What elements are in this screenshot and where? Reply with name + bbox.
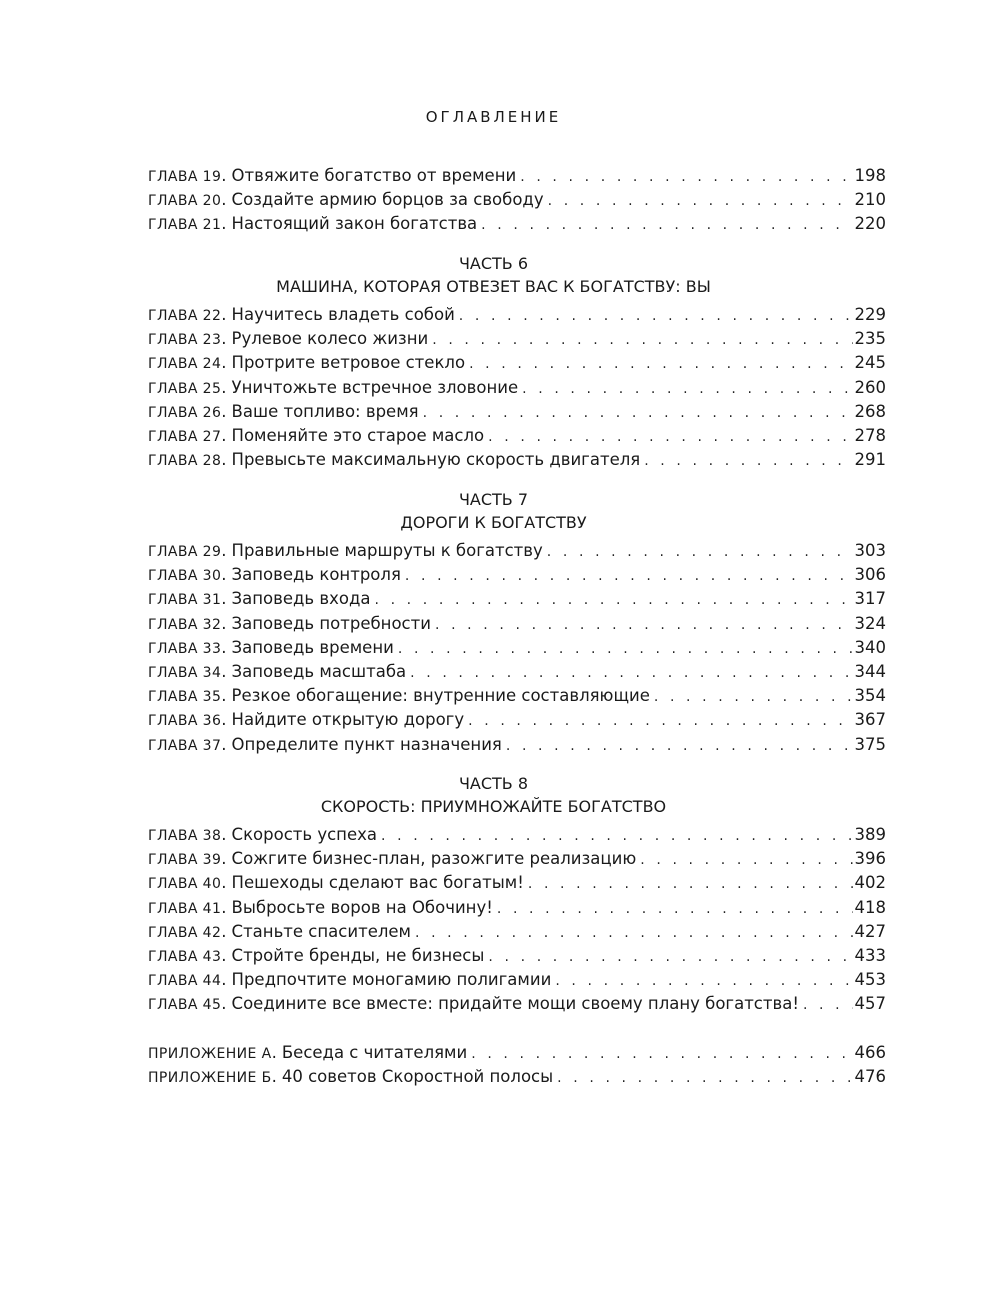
page-number: 340 xyxy=(854,637,886,657)
dot-leader xyxy=(555,973,852,989)
dot-leader xyxy=(432,332,852,348)
dot-leader xyxy=(644,453,852,469)
page-number: 402 xyxy=(854,873,886,893)
chapter-title: Резкое обогащение: внутренние составляющие xyxy=(231,686,650,706)
dot-leader xyxy=(410,665,852,681)
toc-entry[interactable] xyxy=(148,353,886,377)
label-separator: . xyxy=(221,970,227,990)
part-title: СКОРОСТЬ: ПРИУМНОЖАЙТЕ БОГАТСТВО xyxy=(320,797,667,816)
page-number: 367 xyxy=(854,710,886,730)
chapter-label: ГЛАВА 25 xyxy=(148,380,222,397)
toc-entry[interactable] xyxy=(148,825,886,849)
chapter-label: ГЛАВА 36 xyxy=(148,713,222,730)
label-separator: . xyxy=(271,1067,277,1087)
chapter-title: Научитесь владеть собой xyxy=(231,305,455,324)
toc-entry[interactable] xyxy=(148,898,886,922)
chapter-title: Определите пункт назначения xyxy=(231,734,502,754)
chapter-title: Скорость успеха xyxy=(231,825,378,844)
label-separator: . xyxy=(221,565,227,585)
page-number: 198 xyxy=(854,166,886,185)
toc-entry[interactable] xyxy=(148,849,886,873)
page-number: 268 xyxy=(854,401,886,421)
label-separator: . xyxy=(221,450,227,470)
dot-leader xyxy=(469,356,852,372)
page-number: 306 xyxy=(854,565,886,585)
label-separator: . xyxy=(221,921,227,941)
label-separator: . xyxy=(221,377,227,397)
chapter-label: ГЛАВА 45 xyxy=(148,997,222,1014)
chapter-label: ГЛАВА 35 xyxy=(148,689,222,706)
page-number: 418 xyxy=(854,897,886,917)
toc-appendix xyxy=(148,1043,886,1091)
part-title: МАШИНА, КОТОРАЯ ОТВЕЗЕТ ВАС К БОГАТСТВУ: ВЫ xyxy=(276,277,711,296)
toc-entry[interactable] xyxy=(148,426,886,450)
page-number: 476 xyxy=(854,1067,886,1087)
dot-leader xyxy=(459,308,853,324)
toc-entry[interactable] xyxy=(148,589,886,613)
page-number: 278 xyxy=(854,425,886,445)
chapter-label: ГЛАВА 34 xyxy=(148,664,222,681)
label-separator: . xyxy=(221,353,227,373)
page-number: 303 xyxy=(854,541,886,560)
chapter-label: ГЛАВА 44 xyxy=(148,973,222,990)
chapter-title: Предпочтите моногамию полигамии xyxy=(231,970,552,990)
page-number: 344 xyxy=(854,661,886,681)
label-separator: . xyxy=(221,994,227,1014)
dot-leader xyxy=(654,689,853,705)
chapter-title: Стройте бренды, не бизнесы xyxy=(231,945,485,965)
page-number: 375 xyxy=(854,734,886,754)
label-separator: . xyxy=(221,166,227,185)
appendix-label: ПРИЛОЖЕНИЕ Б xyxy=(148,1070,272,1087)
label-separator: . xyxy=(221,686,227,706)
label-separator: . xyxy=(221,945,227,965)
toc-entry[interactable] xyxy=(148,305,886,329)
chapter-label: ГЛАВА 26 xyxy=(148,404,222,421)
label-separator: . xyxy=(221,897,227,917)
label-separator: . xyxy=(221,825,227,844)
appendix-title: Беседа с читателями xyxy=(281,1043,468,1062)
toc-group-4 xyxy=(148,825,886,1019)
dot-leader xyxy=(640,852,852,868)
toc-entry[interactable] xyxy=(148,970,886,994)
label-separator: . xyxy=(221,190,227,210)
chapter-label: ГЛАВА 37 xyxy=(148,737,222,754)
chapter-title: Заповедь входа xyxy=(231,589,371,609)
part-heading-6 xyxy=(0,252,987,298)
chapter-title: Заповедь масштаба xyxy=(231,661,407,681)
chapter-title: Рулевое колесо жизни xyxy=(231,329,429,349)
chapter-title: Превысьте максимальную скорость двигателя xyxy=(231,450,641,470)
toc-entry[interactable] xyxy=(148,190,886,214)
toc-group-2 xyxy=(148,305,886,474)
page-number: 291 xyxy=(854,450,886,470)
chapter-title: Настоящий закон богатства xyxy=(231,214,478,234)
toc-entry[interactable] xyxy=(148,166,886,190)
page-number: 396 xyxy=(854,849,886,869)
label-separator: . xyxy=(221,661,227,681)
dot-leader xyxy=(522,381,852,397)
label-separator: . xyxy=(221,329,227,349)
toc-entry[interactable] xyxy=(148,946,886,970)
toc-entry[interactable] xyxy=(148,614,886,638)
chapter-title: Соедините все вместе: придайте мощи своему плану богатства! xyxy=(231,994,799,1014)
chapter-label: ГЛАВА 42 xyxy=(148,924,222,941)
toc-entry[interactable] xyxy=(148,735,886,759)
chapter-label: ГЛАВА 29 xyxy=(148,544,222,560)
chapter-label: ГЛАВА 38 xyxy=(148,828,222,844)
label-separator: . xyxy=(221,613,227,633)
label-separator: . xyxy=(221,637,227,657)
toc-group-1 xyxy=(148,166,886,239)
dot-leader xyxy=(481,217,852,233)
chapter-title: Отвяжите богатство от времени xyxy=(231,166,517,185)
chapter-title: Станьте спасителем xyxy=(231,921,411,941)
toc-entry[interactable] xyxy=(148,1043,886,1067)
chapter-title: Заповедь потребности xyxy=(231,613,431,633)
chapter-label: ГЛАВА 40 xyxy=(148,876,222,893)
chapter-label: ГЛАВА 20 xyxy=(148,193,222,210)
dot-leader xyxy=(468,713,852,729)
page-number: 245 xyxy=(854,353,886,373)
page-number: 220 xyxy=(854,214,886,234)
toc-entry[interactable] xyxy=(148,873,886,897)
toc-group-3 xyxy=(148,541,886,759)
part-title: ДОРОГИ К БОГАТСТВУ xyxy=(400,513,587,532)
chapter-label: ГЛАВА 41 xyxy=(148,900,222,917)
toc-entry[interactable] xyxy=(148,329,886,353)
chapter-title: Уничтожьте встречное зловоние xyxy=(231,377,519,397)
page-number: 457 xyxy=(854,994,886,1014)
chapter-label: ГЛАВА 39 xyxy=(148,852,222,869)
toc-entry[interactable] xyxy=(148,922,886,946)
chapter-title: Сожгите бизнес-план, разожгите реализацию xyxy=(231,849,637,869)
page-number: 229 xyxy=(854,305,886,324)
page-number: 427 xyxy=(854,921,886,941)
part-label: ЧАСТЬ 6 xyxy=(458,254,529,273)
chapter-title: Создайте армию борцов за свободу xyxy=(231,190,544,210)
chapter-title: Выбросьте воров на Обочину! xyxy=(231,897,493,917)
page-number: 354 xyxy=(854,686,886,706)
label-separator: . xyxy=(221,734,227,754)
dot-leader xyxy=(547,544,853,560)
label-separator: . xyxy=(221,873,227,893)
toc-entry[interactable] xyxy=(148,402,886,426)
label-separator: . xyxy=(221,425,227,445)
chapter-label: ГЛАВА 27 xyxy=(148,428,222,445)
chapter-label: ГЛАВА 30 xyxy=(148,568,222,585)
dot-leader xyxy=(423,405,853,421)
label-separator: . xyxy=(221,401,227,421)
chapter-label: ГЛАВА 43 xyxy=(148,948,222,965)
dot-leader xyxy=(548,193,853,209)
toc-entry[interactable] xyxy=(148,541,886,565)
chapter-label: ГЛАВА 24 xyxy=(148,356,222,373)
chapter-title: Найдите открытую дорогу xyxy=(231,710,465,730)
label-separator: . xyxy=(221,710,227,730)
chapter-title: Ваше топливо: время xyxy=(231,401,419,421)
page-number: 433 xyxy=(854,945,886,965)
page-number: 453 xyxy=(854,970,886,990)
toc-entry[interactable] xyxy=(148,994,886,1018)
chapter-label: ГЛАВА 19 xyxy=(148,169,222,185)
toc-entry[interactable] xyxy=(148,378,886,402)
dot-leader xyxy=(497,901,853,917)
part-label: ЧАСТЬ 7 xyxy=(458,490,529,509)
toc-entry[interactable] xyxy=(148,662,886,686)
dot-leader xyxy=(398,641,853,657)
chapter-label: ГЛАВА 32 xyxy=(148,616,222,633)
page-number: 210 xyxy=(854,190,886,210)
part-heading-7 xyxy=(0,488,987,534)
chapter-label: ГЛАВА 28 xyxy=(148,453,222,470)
toc-entry[interactable] xyxy=(148,450,886,474)
label-separator: . xyxy=(221,541,227,560)
dot-leader xyxy=(374,592,852,608)
toc-entry[interactable] xyxy=(148,214,886,238)
dot-leader xyxy=(488,429,852,445)
chapter-title: Заповедь времени xyxy=(231,637,394,657)
label-separator: . xyxy=(221,849,227,869)
toc-entry[interactable] xyxy=(148,638,886,662)
toc-entry[interactable] xyxy=(148,710,886,734)
dot-leader xyxy=(381,828,852,844)
dot-leader xyxy=(557,1070,852,1086)
dot-leader xyxy=(520,169,852,185)
page-number: 235 xyxy=(854,329,886,349)
dot-leader xyxy=(471,1046,852,1062)
chapter-label: ГЛАВА 31 xyxy=(148,592,222,609)
page-number: 389 xyxy=(854,825,886,844)
label-separator: . xyxy=(221,214,227,234)
page-number: 317 xyxy=(854,589,886,609)
dot-leader xyxy=(528,876,853,892)
dot-leader xyxy=(803,997,853,1013)
dot-leader xyxy=(435,617,853,633)
chapter-label: ГЛАВА 21 xyxy=(148,217,222,234)
chapter-title: Протрите ветровое стекло xyxy=(231,353,466,373)
dot-leader xyxy=(488,949,852,965)
dot-leader xyxy=(506,738,853,754)
chapter-label: ГЛАВА 22 xyxy=(148,308,222,324)
toc-entry[interactable] xyxy=(148,565,886,589)
appendix-title: 40 советов Скоростной полосы xyxy=(281,1067,554,1087)
toc-entry[interactable] xyxy=(148,1067,886,1091)
toc-entry[interactable] xyxy=(148,686,886,710)
chapter-title: Пешеходы сделают вас богатым! xyxy=(231,873,524,893)
chapter-label: ГЛАВА 23 xyxy=(148,332,222,349)
dot-leader xyxy=(415,925,853,941)
label-separator: . xyxy=(221,305,227,324)
label-separator: . xyxy=(221,589,227,609)
chapter-title: Поменяйте это старое масло xyxy=(231,425,485,445)
part-label: ЧАСТЬ 8 xyxy=(458,774,529,793)
chapter-title: Правильные маршруты к богатству xyxy=(231,541,543,560)
page-number: 466 xyxy=(854,1043,886,1062)
appendix-label: ПРИЛОЖЕНИЕ А xyxy=(148,1046,272,1062)
page-heading: ОГЛАВЛЕНИЕ xyxy=(425,108,562,126)
part-heading-8 xyxy=(0,772,987,818)
label-separator: . xyxy=(271,1043,277,1062)
chapter-title: Заповедь контроля xyxy=(231,565,401,585)
dot-leader xyxy=(405,568,853,584)
chapter-label: ГЛАВА 33 xyxy=(148,640,222,657)
page-number: 260 xyxy=(854,377,886,397)
page-number: 324 xyxy=(854,613,886,633)
